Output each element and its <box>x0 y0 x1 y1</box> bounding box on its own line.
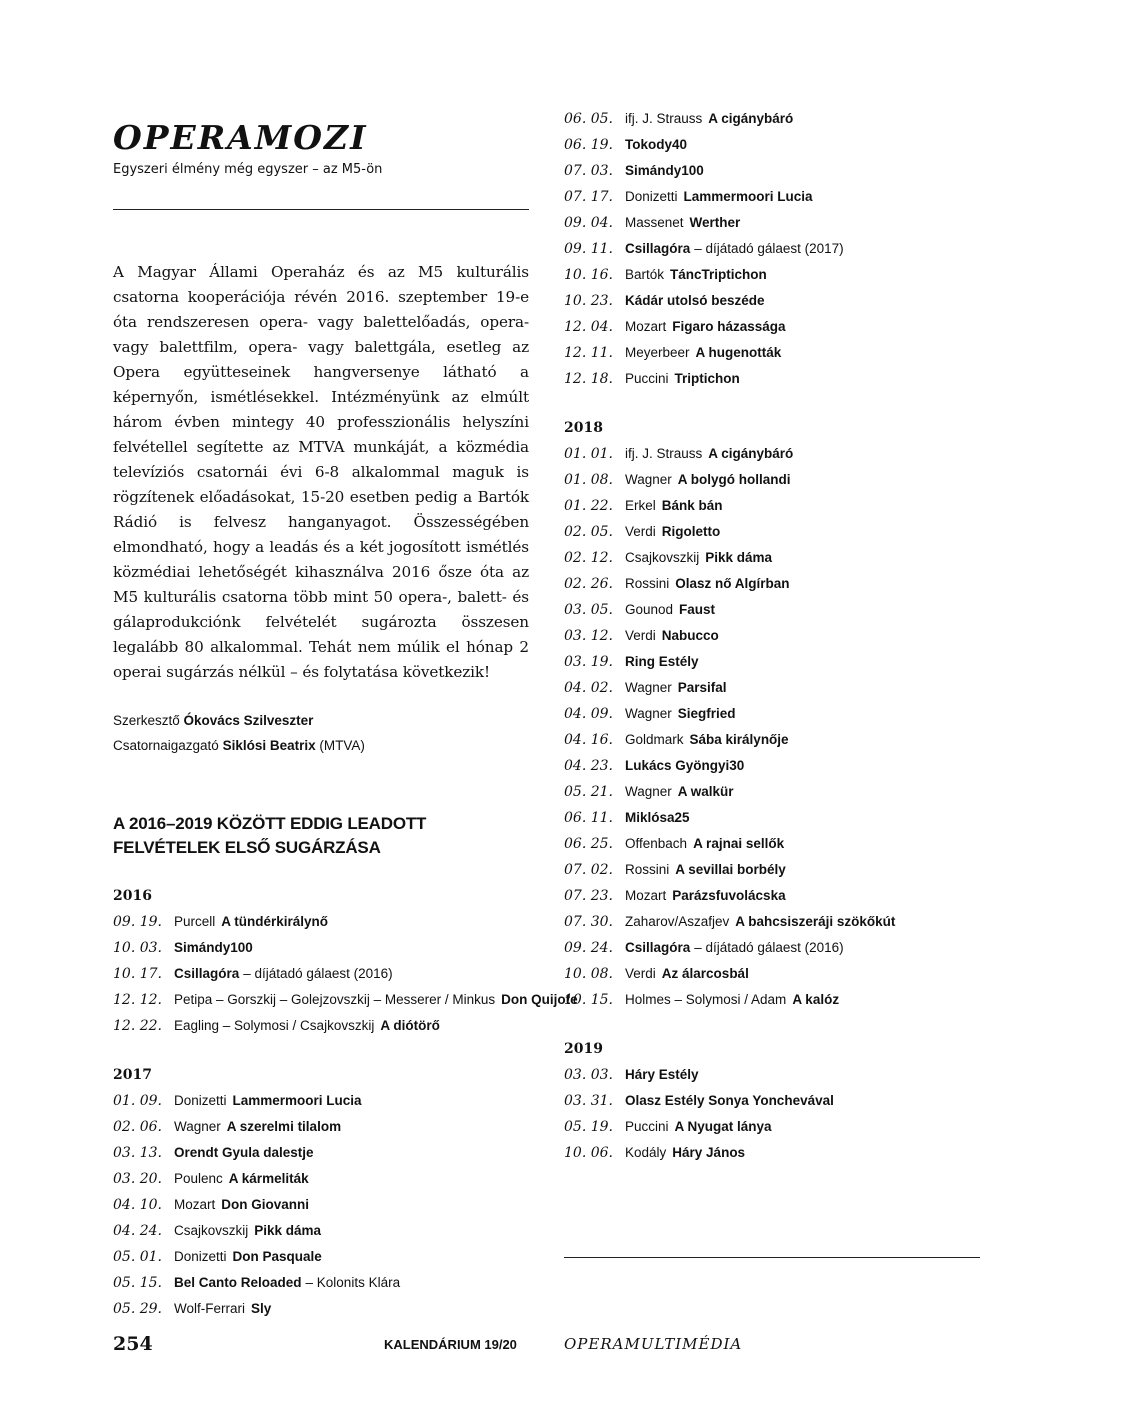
work-title: Parsifal <box>677 680 727 695</box>
broadcast-date: 09. 04. <box>564 215 613 231</box>
composer: Gounod <box>625 602 674 617</box>
broadcast-date: 06. 11. <box>564 810 613 826</box>
composer: Verdi <box>625 628 656 643</box>
broadcast-entry <box>113 1166 529 1192</box>
broadcast-date: 04. 16. <box>564 732 613 748</box>
work-title: A cigánybáró <box>708 111 794 126</box>
broadcast-entry <box>564 805 980 831</box>
work-title: A cigánybáró <box>708 446 794 461</box>
work-note: – díjátadó gálaest (2016) <box>694 940 844 955</box>
broadcast-date: 05. 21. <box>564 784 613 800</box>
broadcast-entry <box>564 441 980 467</box>
broadcast-entry <box>113 1013 529 1039</box>
work-title: Pikk dáma <box>254 1223 322 1238</box>
work-title: Csillagóra <box>625 940 691 955</box>
publication-name: KALENDÁRIUM 19/20 <box>384 1337 517 1352</box>
work-note: – díjátadó gálaest (2016) <box>243 966 393 981</box>
work-title: A tündérkirálynő <box>221 914 329 929</box>
broadcast-date: 12. 04. <box>564 319 613 335</box>
composer: Wagner <box>174 1119 221 1134</box>
broadcast-date: 05. 01. <box>113 1249 162 1265</box>
broadcast-date: 03. 05. <box>564 602 613 618</box>
work-title: Bel Canto Reloaded <box>174 1275 302 1290</box>
work-title: A szerelmi tilalom <box>226 1119 342 1134</box>
composer: Wagner <box>625 472 672 487</box>
broadcast-date: 02. 12. <box>564 550 613 566</box>
composer: Massenet <box>625 215 684 230</box>
composer: Offenbach <box>625 836 688 851</box>
editor-credit <box>113 708 529 733</box>
broadcast-date: 03. 13. <box>113 1145 162 1161</box>
broadcast-list-right <box>564 106 980 1166</box>
broadcast-entry <box>113 987 578 1013</box>
broadcast-entry <box>113 909 529 935</box>
broadcast-entry <box>564 288 980 314</box>
broadcast-date: 12. 22. <box>113 1018 162 1034</box>
composer: Rossini <box>625 862 670 877</box>
broadcast-entry <box>113 1270 529 1296</box>
broadcast-date: 04. 24. <box>113 1223 162 1239</box>
broadcast-date: 02. 05. <box>564 524 613 540</box>
composer: Erkel <box>625 498 656 513</box>
broadcast-entry <box>564 545 980 571</box>
work-title: A diótörő <box>380 1018 440 1033</box>
broadcast-entry <box>113 1218 529 1244</box>
director-label: Csatornaigazgató <box>113 738 219 753</box>
composer: Goldmark <box>625 732 684 747</box>
composer: Purcell <box>174 914 216 929</box>
work-title: Simándy100 <box>174 940 253 955</box>
broadcast-entry <box>564 623 980 649</box>
broadcast-date: 07. 17. <box>564 189 613 205</box>
broadcast-date: 09. 11. <box>564 241 613 257</box>
broadcast-entry <box>564 132 980 158</box>
work-title: A walkür <box>677 784 734 799</box>
work-title: Rigoletto <box>661 524 721 539</box>
composer: Mozart <box>174 1197 216 1212</box>
broadcast-date: 04. 10. <box>113 1197 162 1213</box>
broadcast-entry <box>113 1140 529 1166</box>
composer: Wagner <box>625 784 672 799</box>
broadcast-entry <box>564 935 980 961</box>
broadcast-date: 04. 09. <box>564 706 613 722</box>
left-column <box>113 118 578 1322</box>
broadcast-date: 04. 23. <box>564 758 613 774</box>
composer: Donizetti <box>174 1093 227 1108</box>
broadcast-entry <box>564 1114 980 1140</box>
broadcast-date: 07. 23. <box>564 888 613 904</box>
broadcast-date: 06. 25. <box>564 836 613 852</box>
composer: Wagner <box>625 706 672 721</box>
broadcast-date: 01. 09. <box>113 1093 162 1109</box>
composer: Kodály <box>625 1145 667 1160</box>
director-suffix: (MTVA) <box>319 738 365 753</box>
composer: ifj. J. Strauss <box>625 446 703 461</box>
broadcast-entry <box>113 935 529 961</box>
composer: Meyerbeer <box>625 345 690 360</box>
broadcast-date: 10. 17. <box>113 966 162 982</box>
work-title: Werther <box>689 215 741 230</box>
work-note: – Kolonits Klára <box>305 1275 401 1290</box>
composer: Bartók <box>625 267 665 282</box>
work-title: Lammermoori Lucia <box>232 1093 362 1108</box>
work-title: TáncTriptichon <box>670 267 767 282</box>
work-title: Az álarcosbál <box>661 966 749 981</box>
page-title: OPERAMOZI <box>113 118 368 157</box>
broadcast-date: 03. 31. <box>564 1093 613 1109</box>
composer: Eagling – Solymosi / Csajkovszkij <box>174 1018 375 1033</box>
broadcast-entry <box>564 236 980 262</box>
broadcast-date: 06. 19. <box>564 137 613 153</box>
broadcast-date: 10. 16. <box>564 267 613 283</box>
work-title: Orendt Gyula dalestje <box>174 1145 314 1160</box>
composer: Wagner <box>625 680 672 695</box>
broadcast-entry <box>564 1088 980 1114</box>
broadcast-date: 02. 06. <box>113 1119 162 1135</box>
broadcast-date: 03. 12. <box>564 628 613 644</box>
broadcast-entry <box>564 366 980 392</box>
work-title: Csillagóra <box>174 966 240 981</box>
work-title: Csillagóra <box>625 241 691 256</box>
intro-paragraph: A Magyar Állami Operaház és az M5 kulturális csatorna kooperációja révén 2016. szeptember 19-e óta rendszeresen opera- vagy balettelőadás, opera- vagy balettfilm, opera- vagy balettgála, esetleg az Opera együtteseinek hangversenye látható a képernyőn, ismétlésekkel. Intézményünk az elmúlt három évben mintegy 40 professzionális helyszíni felvétellel segítette az MTVA munkáját, a közmédia televíziós csatornái évi 6-8 alkalommal maguk is rögzítenek előadásokat, 15-20 esetben pedig a Bartók Rádió is felvesz hanganyagot. Összességében elmondható, hogy a leadás és a két jogosított ismétlés közmédiai lehetőségét kihasználva 2016 ősze óta az M5 kulturális csatorna több mint 50 opera-, balett- és gálaprodukciónk felvételét sugározta összesen legalább 80 alkalommal. Tehát nem múlik el hónap 2 operai sugárzás nélkül – és folytatása következik! <box>113 263 529 681</box>
broadcast-entry <box>564 727 980 753</box>
broadcast-entry <box>564 210 980 236</box>
bottom-divider <box>564 1257 980 1258</box>
broadcast-entry <box>564 262 980 288</box>
page-number: 254 <box>113 1333 153 1355</box>
work-title: Háry Estély <box>625 1067 699 1082</box>
composer: Rossini <box>625 576 670 591</box>
broadcast-entry <box>564 779 980 805</box>
work-title: Ring Estély <box>625 654 699 669</box>
broadcast-date: 09. 19. <box>113 914 162 930</box>
composer: Csajkovszkij <box>174 1223 249 1238</box>
broadcast-entry <box>564 158 980 184</box>
year-heading: 2018 <box>564 420 603 436</box>
editor-label: Szerkesztő <box>113 713 180 728</box>
broadcast-date: 01. 01. <box>564 446 613 462</box>
work-title: Don Quijote <box>501 992 578 1007</box>
work-title: Siegfried <box>677 706 736 721</box>
work-note: – díjátadó gálaest (2017) <box>694 241 844 256</box>
broadcast-entry <box>113 1192 529 1218</box>
work-title: Don Pasquale <box>232 1249 322 1264</box>
work-title: A Nyugat lánya <box>674 1119 772 1134</box>
broadcast-entry <box>113 1296 529 1322</box>
work-title: Bánk bán <box>661 498 723 513</box>
editor-name: Ókovács Szilveszter <box>183 713 314 728</box>
composer: Verdi <box>625 966 656 981</box>
work-title: Olasz Estély Sonya Yonchevával <box>625 1093 834 1108</box>
broadcast-entry <box>564 1062 980 1088</box>
broadcast-entry <box>564 493 980 519</box>
broadcast-entry <box>564 519 980 545</box>
broadcast-date: 10. 06. <box>564 1145 613 1161</box>
work-title: Sába királynője <box>689 732 789 747</box>
broadcast-date: 02. 26. <box>564 576 613 592</box>
composer: Zaharov/Aszafjev <box>625 914 730 929</box>
broadcast-entry <box>564 1140 980 1166</box>
broadcast-entry <box>564 701 980 727</box>
broadcast-date: 12. 18. <box>564 371 613 387</box>
broadcast-entry <box>564 571 980 597</box>
composer: Puccini <box>625 371 669 386</box>
broadcast-date: 04. 02. <box>564 680 613 696</box>
broadcast-list-left <box>113 884 578 1322</box>
broadcast-date: 10. 23. <box>564 293 613 309</box>
work-title: Nabucco <box>661 628 719 643</box>
work-title: A sevillai borbély <box>675 862 786 877</box>
work-title: Simándy100 <box>625 163 704 178</box>
broadcast-date: 03. 19. <box>564 654 613 670</box>
broadcast-entry <box>113 1244 529 1270</box>
broadcast-entry <box>564 909 980 935</box>
broadcast-date: 10. 15. <box>564 992 613 1008</box>
broadcast-date: 07. 02. <box>564 862 613 878</box>
broadcast-entry <box>564 753 980 779</box>
work-title: A bahcsiszeráji szökőkút <box>735 914 896 929</box>
broadcast-date: 05. 19. <box>564 1119 613 1135</box>
composer: ifj. J. Strauss <box>625 111 703 126</box>
director-name: Siklósi Beatrix <box>222 738 316 753</box>
divider <box>113 209 529 210</box>
broadcast-entry <box>564 184 980 210</box>
broadcast-entry <box>564 831 980 857</box>
broadcast-date: 01. 08. <box>564 472 613 488</box>
broadcast-entry <box>113 1114 529 1140</box>
work-title: A hugenották <box>695 345 782 360</box>
composer: Holmes – Solymosi / Adam <box>625 992 787 1007</box>
work-title: Miklósa25 <box>625 810 690 825</box>
year-heading: 2019 <box>564 1041 603 1057</box>
work-title: A kármeliták <box>228 1171 309 1186</box>
work-title: A rajnai sellők <box>693 836 785 851</box>
work-title: Figaro házassága <box>672 319 786 334</box>
heading-line-2: FELVÉTELEK ELSŐ SUGÁRZÁSA <box>113 838 381 857</box>
composer: Mozart <box>625 319 667 334</box>
broadcast-entry <box>113 961 529 987</box>
composer: Csajkovszkij <box>625 550 700 565</box>
broadcast-entry <box>564 987 980 1013</box>
broadcast-date: 07. 03. <box>564 163 613 179</box>
section-name: OPERAMULTIMÉDIA <box>564 1335 743 1353</box>
broadcast-entry <box>564 961 980 987</box>
broadcast-entry <box>564 314 980 340</box>
broadcast-date: 10. 03. <box>113 940 162 956</box>
broadcast-entry <box>564 857 980 883</box>
broadcast-entry <box>564 106 980 132</box>
year-heading: 2017 <box>113 1067 152 1083</box>
work-title: Lammermoori Lucia <box>683 189 813 204</box>
composer: Mozart <box>625 888 667 903</box>
broadcast-date: 12. 11. <box>564 345 613 361</box>
broadcast-date: 03. 20. <box>113 1171 162 1187</box>
work-title: Olasz nő Algírban <box>675 576 790 591</box>
heading-line-1: A 2016–2019 KÖZÖTT EDDIG LEADOTT <box>113 814 427 833</box>
composer: Petipa – Gorszkij – Golejzovszkij – Messerer / Minkus <box>174 992 496 1007</box>
broadcast-date: 12. 12. <box>113 992 162 1008</box>
work-title: Háry János <box>672 1145 746 1160</box>
broadcast-date: 09. 24. <box>564 940 613 956</box>
page-subtitle: Egyszeri élmény még egyszer – az M5-ön <box>113 162 383 177</box>
broadcast-date: 07. 30. <box>564 914 613 930</box>
work-title: Tokody40 <box>625 137 688 152</box>
work-title: Lukács Gyöngyi30 <box>625 758 745 773</box>
broadcast-date: 10. 08. <box>564 966 613 982</box>
broadcast-date: 06. 05. <box>564 111 613 127</box>
work-title: Faust <box>679 602 716 617</box>
composer: Verdi <box>625 524 656 539</box>
broadcast-entry <box>564 597 980 623</box>
broadcast-entry <box>564 340 980 366</box>
year-heading: 2016 <box>113 888 152 904</box>
composer: Puccini <box>625 1119 669 1134</box>
broadcast-date: 05. 29. <box>113 1301 162 1317</box>
composer: Donizetti <box>625 189 678 204</box>
work-title: Sly <box>251 1301 272 1316</box>
director-credit <box>113 733 529 758</box>
work-title: A kalóz <box>792 992 840 1007</box>
broadcast-entry <box>564 883 980 909</box>
work-title: Pikk dáma <box>705 550 773 565</box>
broadcast-entry <box>564 467 980 493</box>
work-title: Kádár utolsó beszéde <box>625 293 765 308</box>
credits <box>113 708 529 758</box>
work-title: Don Giovanni <box>221 1197 310 1212</box>
work-title: Triptichon <box>674 371 740 386</box>
broadcast-date: 03. 03. <box>564 1067 613 1083</box>
broadcast-date: 01. 22. <box>564 498 613 514</box>
broadcast-date: 05. 15. <box>113 1275 162 1291</box>
broadcast-entry <box>564 675 980 701</box>
broadcast-list-heading <box>113 812 529 860</box>
composer: Poulenc <box>174 1171 223 1186</box>
broadcast-entry <box>113 1088 529 1114</box>
work-title: A bolygó hollandi <box>677 472 791 487</box>
work-title: Parázsfuvolácska <box>672 888 786 903</box>
broadcast-entry <box>564 649 980 675</box>
composer: Wolf-Ferrari <box>174 1301 246 1316</box>
composer: Donizetti <box>174 1249 227 1264</box>
